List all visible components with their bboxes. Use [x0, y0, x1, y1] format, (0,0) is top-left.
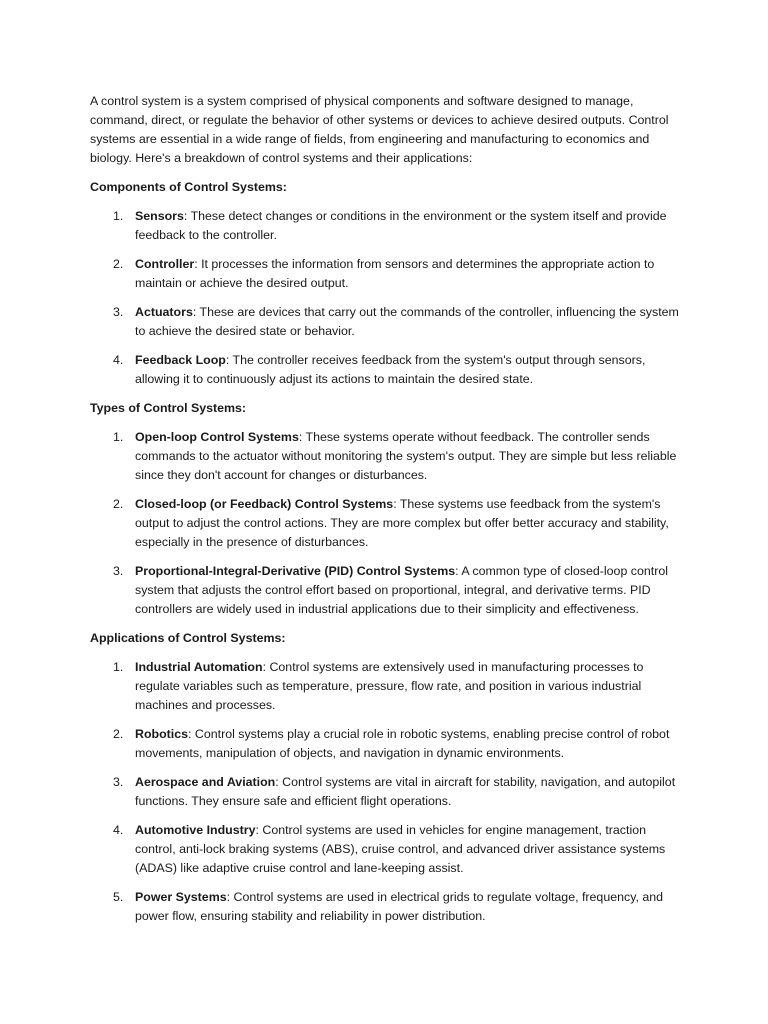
list-item	[90, 658, 680, 715]
list-term: Proportional-Integral-Derivative (PID) Control Systems	[135, 564, 456, 578]
list-item	[90, 725, 680, 763]
components-list	[90, 207, 680, 389]
list-term: Controller	[135, 257, 195, 271]
list-term: Actuators	[135, 305, 193, 319]
list-term: Open-loop Control Systems	[135, 430, 299, 444]
list-term: Aerospace and Aviation	[135, 775, 276, 789]
list-text: : Control systems are used in electrical grids to regulate voltage, frequency, and power flow, ensuring stability and reliability in power distribution.	[135, 890, 664, 923]
list-number: 4.	[113, 823, 124, 837]
list-number: 3.	[113, 564, 124, 578]
list-term: Industrial Automation	[135, 660, 263, 674]
list-item	[90, 255, 680, 293]
list-number: 1.	[113, 209, 124, 223]
list-number: 3.	[113, 775, 124, 789]
applications-list	[90, 658, 680, 926]
list-number: 2.	[113, 257, 124, 271]
list-item	[90, 207, 680, 245]
list-term: Feedback Loop	[135, 353, 226, 367]
section-heading-applications: Applications of Control Systems:	[90, 631, 286, 645]
section-heading-types: Types of Control Systems:	[90, 401, 247, 415]
list-text: : It processes the information from sensors and determines the appropriate action to maintain or achieve the desired output.	[135, 257, 655, 290]
list-number: 2.	[113, 497, 124, 511]
list-text: : These detect changes or conditions in the environment or the system itself and provide feedback to the controller.	[135, 209, 667, 242]
list-item	[90, 562, 680, 619]
list-number: 1.	[113, 660, 124, 674]
section-heading-components: Components of Control Systems:	[90, 180, 287, 194]
list-term: Robotics	[135, 727, 189, 741]
intro-paragraph: A control system is a system comprised of physical components and software designed to manage, command, direct, or regulate the behavior of other systems or devices to achieve desired outputs. Control systems are essential in a wide range of fields, from engineering and manufacturing to economics and biology. Here's a breakdown of control systems and their applications:	[90, 94, 669, 165]
list-term: Closed-loop (or Feedback) Control Systems	[135, 497, 394, 511]
list-text: : These are devices that carry out the commands of the controller, influencing the system to achieve the desired state or behavior.	[135, 305, 679, 338]
list-term: Power Systems	[135, 890, 227, 904]
types-list	[90, 428, 680, 619]
list-item	[90, 821, 680, 878]
list-item	[90, 495, 680, 552]
list-text: : These systems use feedback from the system's output to adjust the control actions. They are more complex but offer better accuracy and stability, especially in the presence of disturbances.	[135, 497, 669, 549]
list-text: : These systems operate without feedback. The controller sends commands to the actuator without monitoring the system's output. They are simple but less reliable since they don't account for changes or disturbances.	[135, 430, 677, 482]
list-number: 3.	[113, 305, 124, 319]
list-item	[90, 428, 680, 485]
list-number: 1.	[113, 430, 124, 444]
list-term: Automotive Industry	[135, 823, 256, 837]
document-page	[90, 92, 680, 936]
list-term: Sensors	[135, 209, 184, 223]
list-item	[90, 351, 680, 389]
list-number: 4.	[113, 353, 124, 367]
list-text: : Control systems play a crucial role in robotic systems, enabling precise control of robot movements, manipulation of objects, and navigation in dynamic environments.	[135, 727, 670, 760]
list-item	[90, 773, 680, 811]
list-text: : Control systems are extensively used in manufacturing processes to regulate variables such as temperature, pressure, flow rate, and position in various industrial machines and processes.	[135, 660, 644, 712]
list-item	[90, 303, 680, 341]
list-text: : The controller receives feedback from the system's output through sensors, allowing it to continuously adjust its actions to maintain the desired state.	[135, 353, 646, 386]
list-text: : Control systems are used in vehicles for engine management, traction control, anti-lock braking systems (ABS), cruise control, and advanced driver assistance systems (ADAS) like adaptive cruise control and lane-keeping assist.	[135, 823, 666, 875]
list-number: 2.	[113, 727, 124, 741]
list-text: : A common type of closed-loop control system that adjusts the control effort based on proportional, integral, and derivative terms. PID controllers are widely used in industrial applications due to their simplicity and effectiveness.	[135, 564, 668, 616]
list-text: : Control systems are vital in aircraft for stability, navigation, and autopilot functions. They ensure safe and efficient flight operations.	[135, 775, 676, 808]
list-item	[90, 888, 680, 926]
list-number: 5.	[113, 890, 124, 904]
